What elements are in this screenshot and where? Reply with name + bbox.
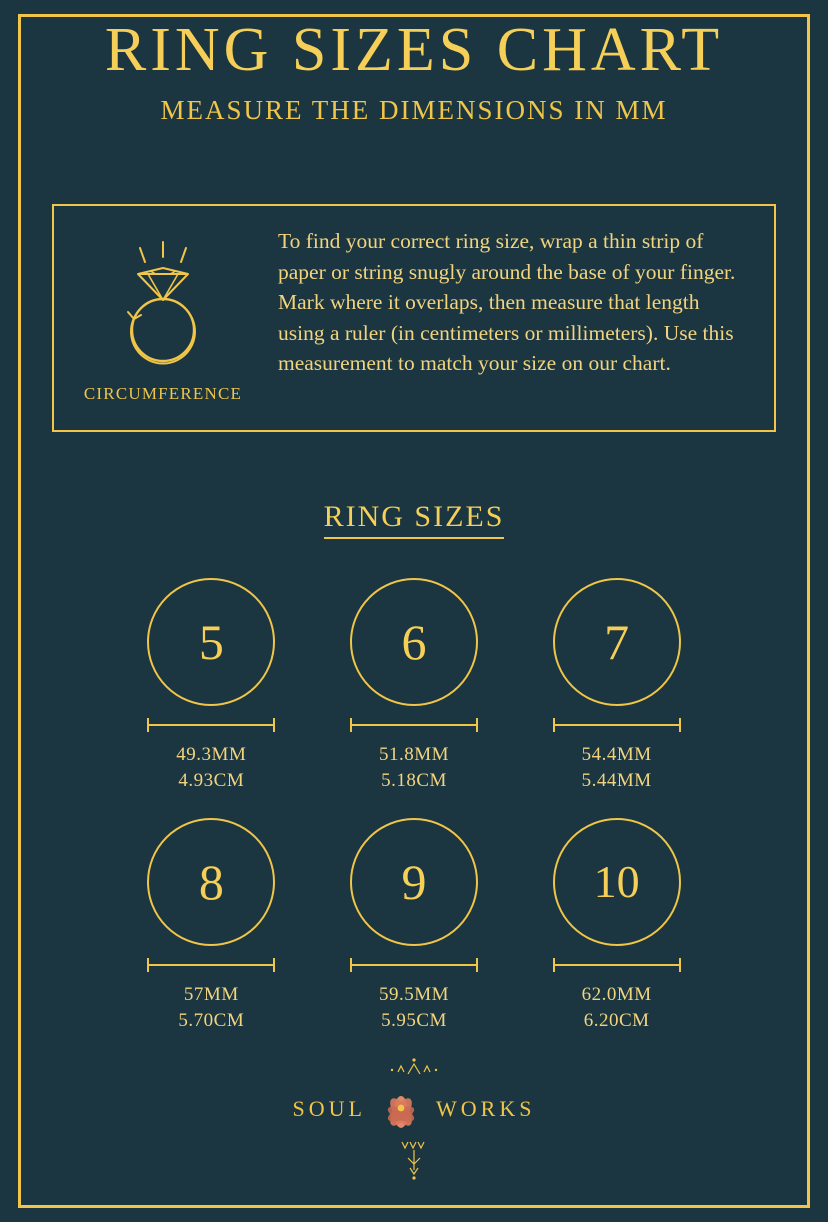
ring-size-item xyxy=(111,818,311,1032)
ring-size-item xyxy=(517,818,717,1032)
measure-bar-icon xyxy=(553,718,681,732)
page-subtitle: MEASURE THE DIMENSIONS IN MM xyxy=(160,95,668,126)
lotus-icon xyxy=(370,1078,432,1140)
ring-illustration xyxy=(54,206,272,430)
instruction-text: To find your correct ring size, wrap a thin strip of paper or string snugly around the base of your finger. Mark where it overlaps, then measure that length using a ruler (in centimeters or millimeters). Use this measurement to match your size on our chart. xyxy=(278,229,736,376)
page-title: RING SIZES CHART xyxy=(104,16,724,84)
measure-bar-icon xyxy=(147,958,275,972)
ring-size-item xyxy=(314,578,514,792)
ring-size-item xyxy=(314,818,514,1032)
ring-size-mm: 57MM xyxy=(183,984,239,1005)
logo-sparkle-bottom-icon xyxy=(289,1140,539,1186)
ring-size-circle: 10 xyxy=(553,818,681,946)
diamond-ring-icon xyxy=(88,238,238,378)
ring-size-circle: 5 xyxy=(147,578,275,706)
ring-size-mm: 62.0MM xyxy=(581,984,652,1005)
ring-size-cm: 5.18CM xyxy=(381,770,447,791)
ring-size-grid xyxy=(110,578,718,1032)
section-heading-label: RING SIZES xyxy=(324,500,505,539)
ring-size-mm: 59.5MM xyxy=(378,984,449,1005)
ring-size-cm: 4.93CM xyxy=(178,770,245,791)
circumference-label: CIRCUMFERENCE xyxy=(83,384,243,403)
ring-size-item xyxy=(517,578,717,792)
measure-bar-icon xyxy=(350,718,478,732)
ring-size-circle: 7 xyxy=(553,578,681,706)
ring-size-item xyxy=(111,578,311,792)
ring-size-cm: 5.70CM xyxy=(178,1010,245,1031)
measure-bar-icon xyxy=(350,958,478,972)
poster-header xyxy=(0,18,828,126)
ring-size-cm: 5.44MM xyxy=(581,770,652,791)
ring-size-cm: 6.20CM xyxy=(583,1010,650,1031)
ring-size-circle: 8 xyxy=(147,818,275,946)
instruction-panel xyxy=(52,204,776,432)
ring-size-cm: 5.95CM xyxy=(381,1010,447,1031)
section-heading xyxy=(0,500,828,534)
logo-word-left: SOUL xyxy=(292,1096,366,1121)
logo-word-right: WORKS xyxy=(436,1096,536,1121)
logo-row xyxy=(289,1078,539,1140)
ring-size-circle: 9 xyxy=(350,818,478,946)
brand-logo xyxy=(289,1056,539,1186)
ring-size-circle: 6 xyxy=(350,578,478,706)
measure-bar-icon xyxy=(147,718,275,732)
ring-size-mm: 49.3MM xyxy=(176,744,247,765)
measure-bar-icon xyxy=(553,958,681,972)
ring-size-mm: 54.4MM xyxy=(581,744,652,765)
logo-sparkle-top-icon xyxy=(289,1056,539,1078)
ring-size-mm: 51.8MM xyxy=(378,744,449,765)
